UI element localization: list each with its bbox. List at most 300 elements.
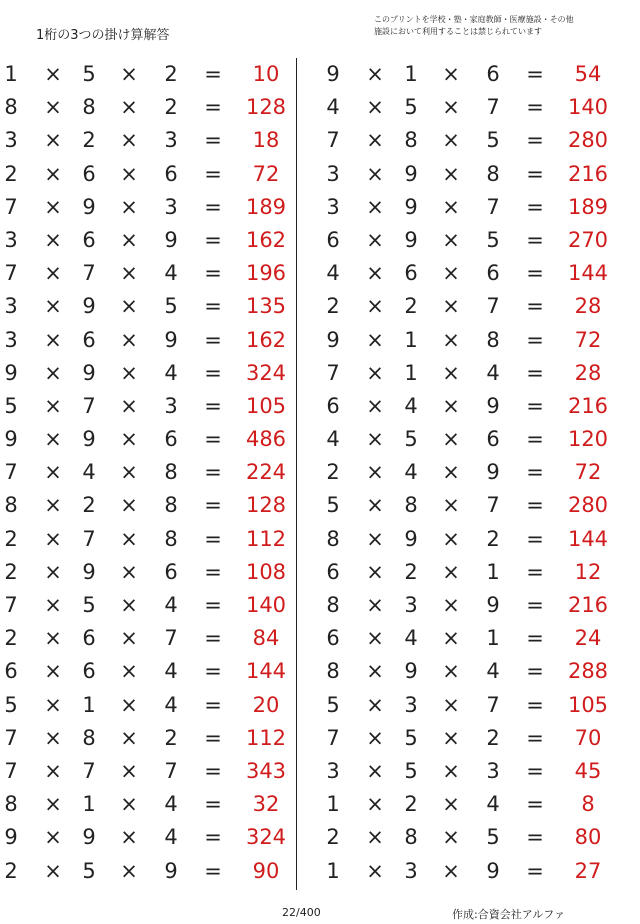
factor-1: 3 bbox=[4, 327, 18, 352]
multiply-sign: × bbox=[442, 758, 460, 783]
usage-notice-line: このプリントを学校・塾・家庭教師・医療施設・その他 bbox=[374, 15, 574, 24]
page-title: 1桁の3つの掛け算解答 bbox=[36, 28, 170, 43]
factor-1: 5 bbox=[4, 692, 18, 717]
equals-sign: = bbox=[526, 194, 544, 219]
multiply-sign: × bbox=[442, 161, 460, 186]
multiply-sign: × bbox=[442, 327, 460, 352]
factor-1: 9 bbox=[326, 62, 340, 86]
answer: 135 bbox=[245, 294, 287, 319]
factor-3: 6 bbox=[164, 427, 178, 452]
multiply-sign: × bbox=[44, 261, 62, 286]
factor-3: 5 bbox=[486, 825, 500, 850]
factor-2: 6 bbox=[82, 161, 96, 186]
multiply-sign: × bbox=[120, 62, 138, 86]
factor-1: 7 bbox=[4, 593, 18, 617]
multiply-sign: × bbox=[44, 227, 62, 252]
factor-3: 1 bbox=[486, 559, 500, 584]
multiply-sign: × bbox=[442, 559, 460, 584]
answer: 288 bbox=[567, 659, 609, 684]
factor-1: 6 bbox=[4, 659, 18, 684]
multiply-sign: × bbox=[120, 593, 138, 617]
multiply-sign: × bbox=[120, 261, 138, 286]
factor-3: 9 bbox=[164, 327, 178, 352]
factor-2: 9 bbox=[82, 194, 96, 219]
multiply-sign: × bbox=[442, 493, 460, 518]
factor-2: 5 bbox=[404, 427, 418, 452]
multiply-sign: × bbox=[366, 460, 384, 485]
factor-2: 6 bbox=[404, 261, 418, 286]
multiply-sign: × bbox=[366, 659, 384, 684]
factor-2: 9 bbox=[82, 294, 96, 319]
multiply-sign: × bbox=[442, 360, 460, 385]
equals-sign: = bbox=[204, 526, 222, 551]
factor-1: 3 bbox=[326, 758, 340, 783]
factor-3: 8 bbox=[164, 460, 178, 485]
multiply-sign: × bbox=[120, 692, 138, 717]
factor-3: 6 bbox=[486, 62, 500, 86]
factor-2: 6 bbox=[82, 626, 96, 651]
equals-sign: = bbox=[204, 95, 222, 120]
factor-2: 9 bbox=[404, 526, 418, 551]
equals-sign: = bbox=[526, 261, 544, 286]
factor-1: 1 bbox=[326, 792, 340, 817]
factor-1: 9 bbox=[4, 427, 18, 452]
answer: 196 bbox=[245, 261, 287, 286]
answer: 105 bbox=[567, 692, 609, 717]
multiply-sign: × bbox=[366, 227, 384, 252]
factor-1: 2 bbox=[326, 825, 340, 850]
equals-sign: = bbox=[204, 227, 222, 252]
factor-2: 3 bbox=[404, 858, 418, 883]
factor-3: 7 bbox=[486, 194, 500, 219]
answer: 72 bbox=[574, 327, 602, 352]
multiply-sign: × bbox=[366, 95, 384, 120]
factor-1: 7 bbox=[4, 261, 18, 286]
multiply-sign: × bbox=[442, 460, 460, 485]
multiply-sign: × bbox=[44, 95, 62, 120]
multiply-sign: × bbox=[44, 327, 62, 352]
factor-3: 9 bbox=[486, 858, 500, 883]
factor-3: 6 bbox=[164, 559, 178, 584]
answer: 280 bbox=[567, 128, 609, 153]
factor-1: 3 bbox=[326, 194, 340, 219]
equals-sign: = bbox=[526, 128, 544, 153]
equals-sign: = bbox=[204, 825, 222, 850]
equals-sign: = bbox=[204, 559, 222, 584]
multiply-sign: × bbox=[44, 659, 62, 684]
factor-2: 5 bbox=[404, 95, 418, 120]
multiply-sign: × bbox=[366, 261, 384, 286]
multiply-sign: × bbox=[366, 327, 384, 352]
equals-sign: = bbox=[526, 95, 544, 120]
equals-sign: = bbox=[526, 526, 544, 551]
answer: 140 bbox=[567, 95, 609, 120]
equals-sign: = bbox=[526, 161, 544, 186]
factor-3: 4 bbox=[164, 825, 178, 850]
answer: 12 bbox=[574, 559, 602, 584]
factor-2: 2 bbox=[404, 792, 418, 817]
factor-2: 7 bbox=[82, 758, 96, 783]
multiply-sign: × bbox=[442, 526, 460, 551]
factor-2: 6 bbox=[82, 227, 96, 252]
factor-1: 7 bbox=[326, 725, 340, 750]
equals-sign: = bbox=[526, 825, 544, 850]
factor-1: 2 bbox=[326, 294, 340, 319]
equals-sign: = bbox=[204, 62, 222, 86]
answer: 162 bbox=[245, 227, 287, 252]
factor-3: 4 bbox=[164, 792, 178, 817]
answer: 486 bbox=[245, 427, 287, 452]
equals-sign: = bbox=[204, 758, 222, 783]
factor-1: 8 bbox=[4, 792, 18, 817]
factor-3: 3 bbox=[164, 128, 178, 153]
factor-2: 9 bbox=[82, 825, 96, 850]
factor-1: 2 bbox=[4, 626, 18, 651]
multiply-sign: × bbox=[120, 460, 138, 485]
multiply-sign: × bbox=[366, 393, 384, 418]
factor-2: 4 bbox=[82, 460, 96, 485]
usage-notice-line: 施設において利用することは禁じられています bbox=[374, 27, 542, 36]
multiply-sign: × bbox=[366, 427, 384, 452]
answer: 28 bbox=[574, 294, 602, 319]
multiply-sign: × bbox=[120, 95, 138, 120]
equals-sign: = bbox=[526, 792, 544, 817]
multiply-sign: × bbox=[120, 227, 138, 252]
factor-1: 1 bbox=[326, 858, 340, 883]
factor-3: 9 bbox=[486, 593, 500, 617]
factor-1: 8 bbox=[326, 593, 340, 617]
answer: 280 bbox=[567, 493, 609, 518]
multiply-sign: × bbox=[44, 427, 62, 452]
answer: 112 bbox=[245, 526, 287, 551]
multiply-sign: × bbox=[44, 294, 62, 319]
factor-3: 4 bbox=[164, 692, 178, 717]
equals-sign: = bbox=[204, 626, 222, 651]
multiply-sign: × bbox=[442, 194, 460, 219]
equals-sign: = bbox=[204, 327, 222, 352]
factor-1: 6 bbox=[326, 626, 340, 651]
multiply-sign: × bbox=[366, 858, 384, 883]
factor-2: 5 bbox=[82, 593, 96, 617]
answer: 32 bbox=[252, 792, 280, 817]
multiply-sign: × bbox=[120, 659, 138, 684]
multiply-sign: × bbox=[442, 692, 460, 717]
answer: 144 bbox=[567, 526, 609, 551]
equals-sign: = bbox=[526, 725, 544, 750]
factor-2: 9 bbox=[404, 227, 418, 252]
factor-1: 2 bbox=[4, 858, 18, 883]
equals-sign: = bbox=[526, 493, 544, 518]
answer: 72 bbox=[252, 161, 280, 186]
factor-3: 2 bbox=[486, 526, 500, 551]
factor-3: 2 bbox=[164, 62, 178, 86]
multiply-sign: × bbox=[442, 792, 460, 817]
equals-sign: = bbox=[526, 626, 544, 651]
answer: 84 bbox=[252, 626, 280, 651]
multiply-sign: × bbox=[44, 161, 62, 186]
answer: 18 bbox=[252, 128, 280, 153]
answer: 10 bbox=[252, 62, 280, 86]
equals-sign: = bbox=[204, 593, 222, 617]
factor-2: 3 bbox=[404, 593, 418, 617]
factor-3: 4 bbox=[486, 360, 500, 385]
factor-3: 7 bbox=[164, 758, 178, 783]
factor-3: 4 bbox=[486, 792, 500, 817]
multiply-sign: × bbox=[120, 559, 138, 584]
factor-1: 9 bbox=[4, 825, 18, 850]
multiply-sign: × bbox=[120, 294, 138, 319]
equals-sign: = bbox=[526, 360, 544, 385]
factor-2: 7 bbox=[82, 526, 96, 551]
answer: 28 bbox=[574, 360, 602, 385]
equals-sign: = bbox=[204, 659, 222, 684]
multiply-sign: × bbox=[44, 593, 62, 617]
factor-1: 9 bbox=[326, 327, 340, 352]
equals-sign: = bbox=[526, 758, 544, 783]
answer: 120 bbox=[567, 427, 609, 452]
factor-2: 4 bbox=[404, 393, 418, 418]
multiply-sign: × bbox=[44, 194, 62, 219]
equals-sign: = bbox=[204, 194, 222, 219]
multiply-sign: × bbox=[44, 626, 62, 651]
factor-3: 9 bbox=[486, 393, 500, 418]
factor-1: 3 bbox=[4, 227, 18, 252]
equals-sign: = bbox=[204, 692, 222, 717]
multiply-sign: × bbox=[442, 261, 460, 286]
multiply-sign: × bbox=[366, 194, 384, 219]
answer: 90 bbox=[252, 858, 280, 883]
factor-1: 2 bbox=[4, 559, 18, 584]
factor-1: 8 bbox=[326, 659, 340, 684]
factor-3: 5 bbox=[486, 128, 500, 153]
answer: 80 bbox=[574, 825, 602, 850]
factor-3: 4 bbox=[164, 593, 178, 617]
multiply-sign: × bbox=[44, 128, 62, 153]
multiply-sign: × bbox=[442, 725, 460, 750]
factor-3: 3 bbox=[164, 393, 178, 418]
answer: 324 bbox=[245, 825, 287, 850]
factor-3: 7 bbox=[486, 95, 500, 120]
equals-sign: = bbox=[204, 858, 222, 883]
answer: 128 bbox=[245, 95, 287, 120]
factor-1: 3 bbox=[4, 128, 18, 153]
multiply-sign: × bbox=[366, 161, 384, 186]
factor-2: 2 bbox=[82, 493, 96, 518]
factor-2: 8 bbox=[404, 493, 418, 518]
factor-1: 2 bbox=[4, 526, 18, 551]
factor-1: 6 bbox=[326, 227, 340, 252]
factor-3: 3 bbox=[486, 758, 500, 783]
factor-3: 2 bbox=[164, 725, 178, 750]
equals-sign: = bbox=[526, 294, 544, 319]
multiply-sign: × bbox=[442, 294, 460, 319]
answer: 128 bbox=[245, 493, 287, 518]
factor-1: 7 bbox=[326, 360, 340, 385]
multiply-sign: × bbox=[120, 327, 138, 352]
multiply-sign: × bbox=[120, 427, 138, 452]
factor-2: 9 bbox=[404, 194, 418, 219]
multiply-sign: × bbox=[44, 526, 62, 551]
factor-2: 4 bbox=[404, 626, 418, 651]
factor-1: 6 bbox=[326, 393, 340, 418]
answer: 216 bbox=[567, 161, 609, 186]
equals-sign: = bbox=[204, 427, 222, 452]
multiply-sign: × bbox=[44, 858, 62, 883]
factor-3: 6 bbox=[486, 427, 500, 452]
multiply-sign: × bbox=[44, 692, 62, 717]
equals-sign: = bbox=[526, 62, 544, 86]
equals-sign: = bbox=[526, 327, 544, 352]
factor-1: 3 bbox=[4, 294, 18, 319]
factor-3: 7 bbox=[486, 493, 500, 518]
equals-sign: = bbox=[204, 725, 222, 750]
multiply-sign: × bbox=[120, 161, 138, 186]
multiply-sign: × bbox=[366, 62, 384, 86]
factor-1: 2 bbox=[326, 460, 340, 485]
factor-2: 8 bbox=[82, 95, 96, 120]
factor-2: 6 bbox=[82, 659, 96, 684]
factor-1: 7 bbox=[4, 194, 18, 219]
factor-3: 4 bbox=[164, 659, 178, 684]
answer: 8 bbox=[581, 792, 595, 817]
answer: 72 bbox=[574, 460, 602, 485]
factor-1: 5 bbox=[326, 692, 340, 717]
multiply-sign: × bbox=[366, 692, 384, 717]
multiply-sign: × bbox=[442, 128, 460, 153]
multiply-sign: × bbox=[442, 427, 460, 452]
factor-1: 9 bbox=[4, 360, 18, 385]
factor-2: 1 bbox=[82, 792, 96, 817]
factor-1: 7 bbox=[4, 460, 18, 485]
multiply-sign: × bbox=[120, 725, 138, 750]
factor-3: 4 bbox=[164, 360, 178, 385]
multiply-sign: × bbox=[366, 792, 384, 817]
factor-3: 4 bbox=[486, 659, 500, 684]
factor-3: 2 bbox=[486, 725, 500, 750]
column-divider bbox=[296, 58, 297, 890]
factor-1: 7 bbox=[4, 758, 18, 783]
multiply-sign: × bbox=[442, 95, 460, 120]
factor-2: 1 bbox=[82, 692, 96, 717]
multiply-sign: × bbox=[44, 825, 62, 850]
multiply-sign: × bbox=[366, 626, 384, 651]
equals-sign: = bbox=[526, 460, 544, 485]
multiply-sign: × bbox=[120, 858, 138, 883]
factor-3: 8 bbox=[164, 493, 178, 518]
equals-sign: = bbox=[204, 460, 222, 485]
multiply-sign: × bbox=[442, 62, 460, 86]
multiply-sign: × bbox=[44, 460, 62, 485]
factor-3: 9 bbox=[164, 227, 178, 252]
factor-1: 2 bbox=[4, 161, 18, 186]
multiply-sign: × bbox=[442, 626, 460, 651]
factor-1: 1 bbox=[4, 62, 18, 86]
answer: 189 bbox=[567, 194, 609, 219]
answer: 105 bbox=[245, 393, 287, 418]
equals-sign: = bbox=[204, 393, 222, 418]
answer: 70 bbox=[574, 725, 602, 750]
usage-notice bbox=[374, 14, 574, 38]
factor-2: 2 bbox=[82, 128, 96, 153]
factor-3: 6 bbox=[486, 261, 500, 286]
multiply-sign: × bbox=[120, 128, 138, 153]
factor-2: 1 bbox=[404, 62, 418, 86]
multiply-sign: × bbox=[442, 659, 460, 684]
factor-2: 9 bbox=[82, 559, 96, 584]
multiply-sign: × bbox=[120, 626, 138, 651]
answer: 189 bbox=[245, 194, 287, 219]
equals-sign: = bbox=[526, 227, 544, 252]
answer: 216 bbox=[567, 393, 609, 418]
multiply-sign: × bbox=[366, 725, 384, 750]
factor-1: 4 bbox=[326, 95, 340, 120]
factor-1: 8 bbox=[326, 526, 340, 551]
answer: 216 bbox=[567, 593, 609, 617]
factor-2: 2 bbox=[404, 559, 418, 584]
factor-1: 4 bbox=[326, 427, 340, 452]
answer: 343 bbox=[245, 758, 287, 783]
factor-3: 1 bbox=[486, 626, 500, 651]
multiply-sign: × bbox=[44, 559, 62, 584]
answer: 45 bbox=[574, 758, 602, 783]
factor-3: 8 bbox=[486, 327, 500, 352]
factor-2: 1 bbox=[404, 327, 418, 352]
factor-3: 3 bbox=[164, 194, 178, 219]
answer: 54 bbox=[574, 62, 602, 86]
factor-1: 6 bbox=[326, 559, 340, 584]
answer: 112 bbox=[245, 725, 287, 750]
factor-3: 8 bbox=[164, 526, 178, 551]
factor-1: 5 bbox=[326, 493, 340, 518]
factor-3: 2 bbox=[164, 95, 178, 120]
multiply-sign: × bbox=[366, 128, 384, 153]
factor-1: 5 bbox=[4, 393, 18, 418]
multiply-sign: × bbox=[442, 858, 460, 883]
factor-3: 5 bbox=[486, 227, 500, 252]
factor-3: 7 bbox=[486, 692, 500, 717]
answer: 20 bbox=[252, 692, 280, 717]
equals-sign: = bbox=[204, 792, 222, 817]
factor-3: 9 bbox=[486, 460, 500, 485]
factor-2: 9 bbox=[82, 427, 96, 452]
factor-2: 9 bbox=[404, 659, 418, 684]
answer: 24 bbox=[574, 626, 602, 651]
multiply-sign: × bbox=[44, 792, 62, 817]
factor-3: 8 bbox=[486, 161, 500, 186]
factor-2: 5 bbox=[82, 62, 96, 86]
equals-sign: = bbox=[526, 659, 544, 684]
multiply-sign: × bbox=[120, 194, 138, 219]
multiply-sign: × bbox=[120, 825, 138, 850]
factor-2: 8 bbox=[404, 128, 418, 153]
multiply-sign: × bbox=[366, 360, 384, 385]
factor-2: 9 bbox=[82, 360, 96, 385]
equals-sign: = bbox=[526, 858, 544, 883]
equals-sign: = bbox=[204, 261, 222, 286]
multiply-sign: × bbox=[442, 393, 460, 418]
author-credit: 作成:合資会社アルファ bbox=[452, 908, 566, 921]
multiply-sign: × bbox=[44, 493, 62, 518]
factor-2: 8 bbox=[404, 825, 418, 850]
equals-sign: = bbox=[204, 360, 222, 385]
answer: 144 bbox=[567, 261, 609, 286]
multiply-sign: × bbox=[366, 825, 384, 850]
multiply-sign: × bbox=[366, 559, 384, 584]
factor-1: 4 bbox=[326, 261, 340, 286]
multiply-sign: × bbox=[366, 526, 384, 551]
multiply-sign: × bbox=[120, 393, 138, 418]
answer: 162 bbox=[245, 327, 287, 352]
